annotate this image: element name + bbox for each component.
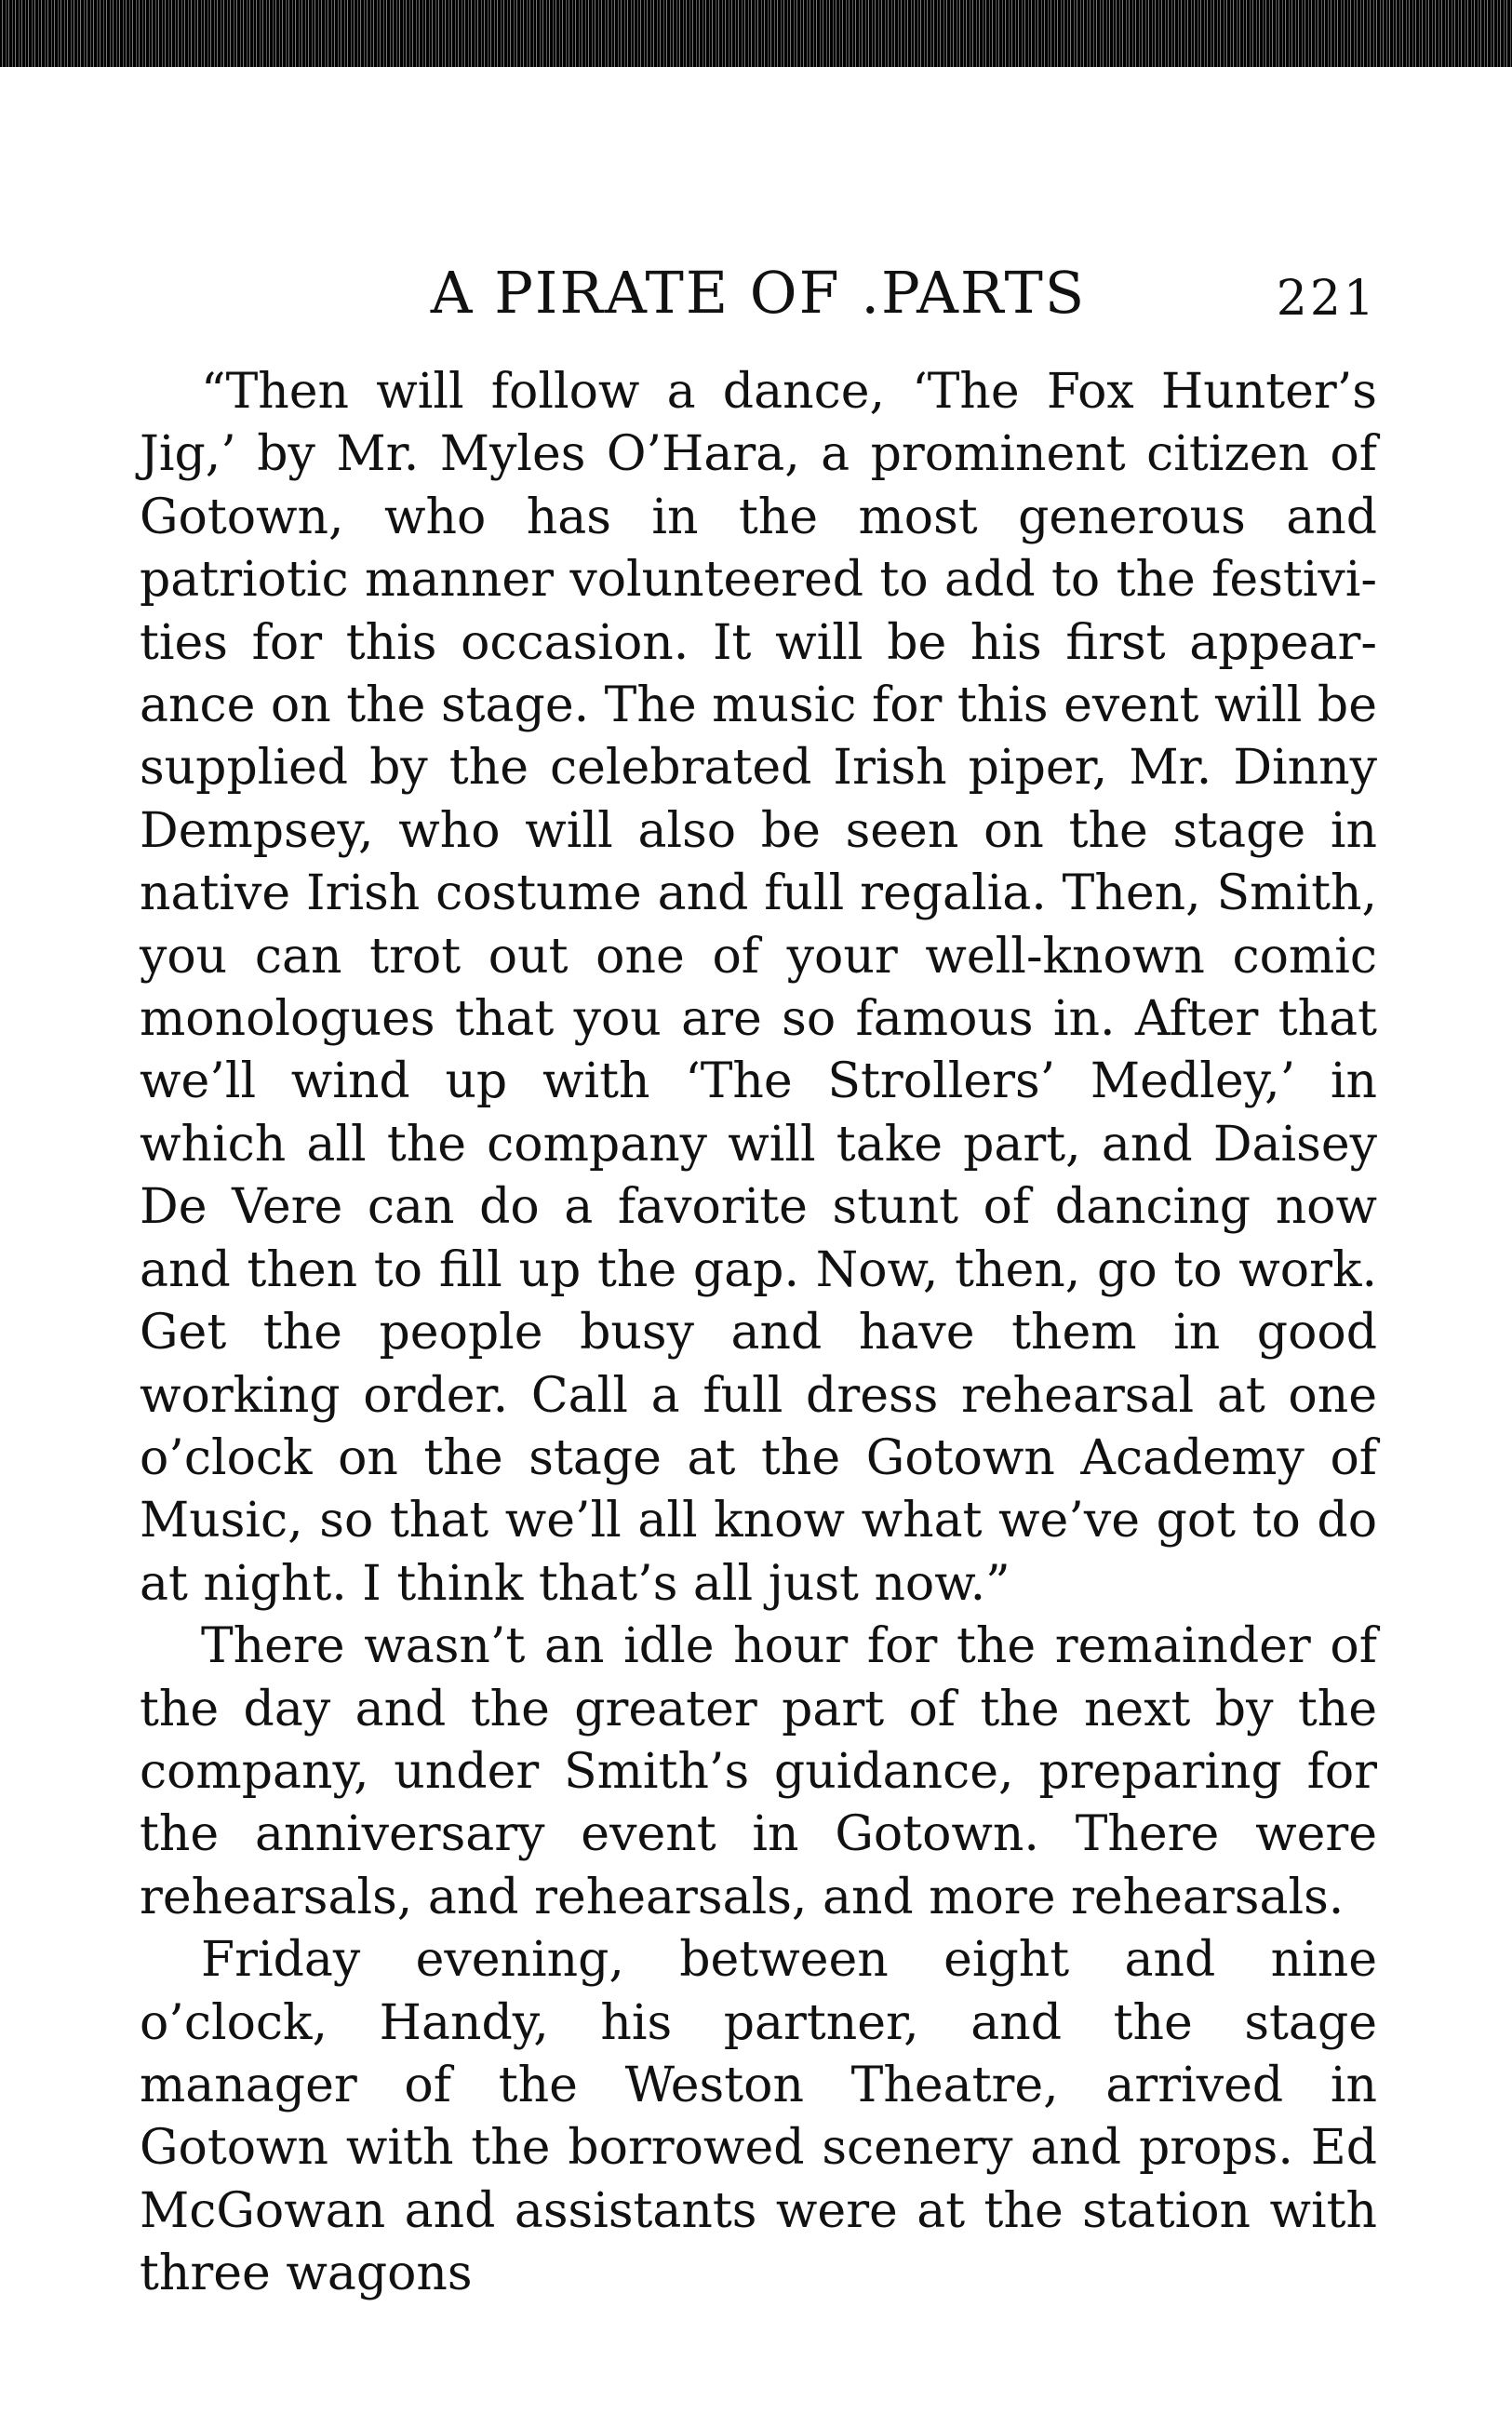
- body-text: [140, 361, 1377, 2306]
- book-page: [140, 261, 1377, 2306]
- running-title: A PIRATE OF .PARTS: [430, 259, 1087, 327]
- paragraph: “Then will follow a dance, ‘The Fox Hunter’s Jig,’ by Mr. Myles O’Hara, a prominent citizen of Gotown, who has in the most generous and patriotic manner volunteered to add to the festivities for this occasion. It will be his first appearance on the stage. The music for this event will be supplied by the celebrated Irish piper, Mr. Dinny Dempsey, who will also be seen on the stage in native Irish costume and full regalia. Then, Smith, you can trot out one of your well-known comic monologues that you are so famous in. After that we’ll wind up with ‘The Strollers’ Medley,’ in which all the company will take part, and Daisey De Vere can do a favorite stunt of dancing now and then to fill up the gap. Now, then, go to work. Get the people busy and have them in good working order. Call a full dress rehearsal at one o’clock on the stage at the Gotown Academy of Music, so that we’ll all know what we’ve got to do at night. I think that’s all just now.”: [140, 364, 1377, 1612]
- paragraph: Friday evening, between eight and nine o’clock, Handy, his partner, and the stage manager of the Weston Theatre, arrived in Gotown with the borrowed scenery and props. Ed McGowan and assistants were at the station with three wagons: [140, 1932, 1377, 2302]
- running-head: [140, 261, 1377, 344]
- paragraph: There wasn’t an idle hour for the remainder of the day and the greater part of the next by the company, under Smith’s guidance, preparing for the anniversary event in Gotown. There were rehearsals, and rehearsals, and more rehearsals.: [140, 1618, 1377, 1925]
- page-number: 221: [1276, 271, 1377, 327]
- scan-edge-strip: [0, 0, 1512, 67]
